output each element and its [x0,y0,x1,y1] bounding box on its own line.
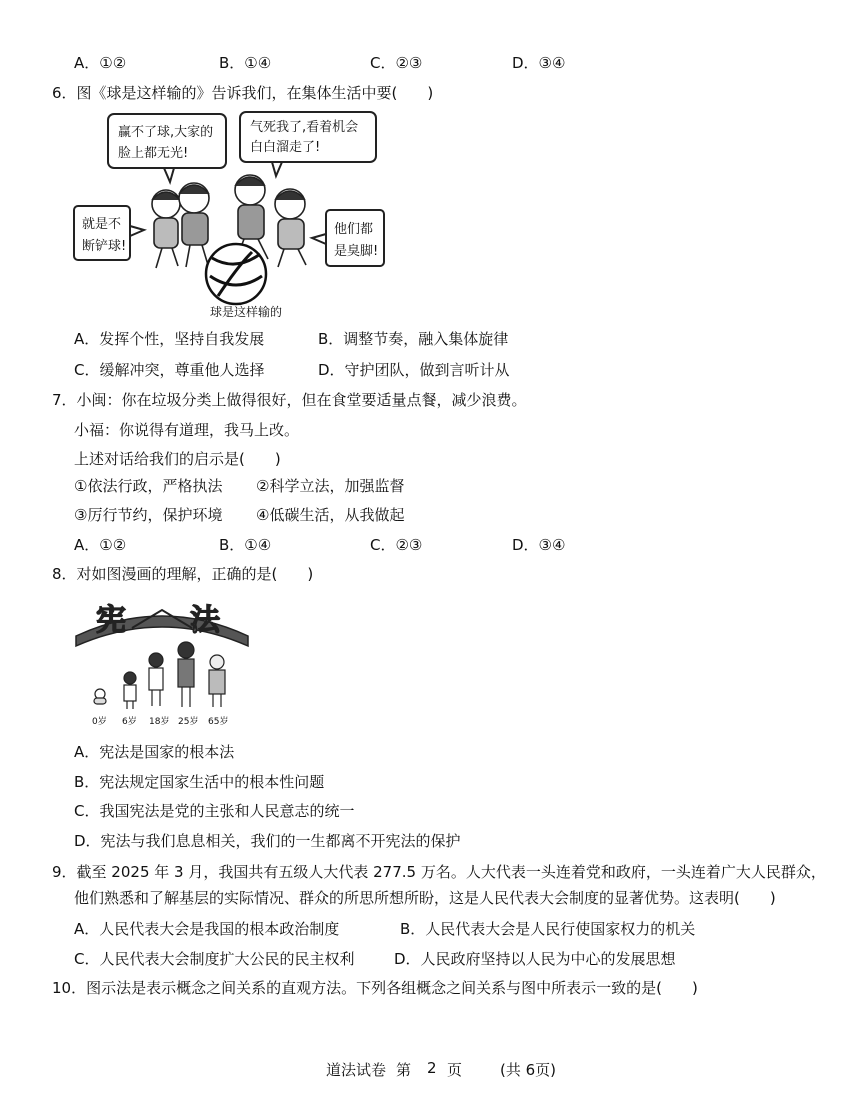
q5-option-d: D．③④ [512,54,566,72]
q6-option-b: B．调整节奏，融入集体旋律 [318,330,509,348]
q8-option-a: A．宪法是国家的根本法 [74,743,235,761]
bubble3-line1: 就是不 [82,217,122,232]
q7-stem: 7．小闽：你在垃圾分类上做得很好，但在食堂要适量点餐，减少浪费。 [52,391,527,409]
age-label-6: 6岁 [122,717,137,727]
q9-stem-line2: 他们熟悉和了解基层的实际情况、群众的所思所想所盼，这是人民代表大会制度的显著优势。这表明( ) [74,889,776,907]
roof-title-left: 宪 [96,603,126,638]
age-label-65: 65岁 [208,717,229,727]
age-figures [94,642,225,709]
q7-dialog-line2: 小福：你说得有道理，我马上改。 [74,421,300,439]
footer-subject: 道法试卷 [326,1061,387,1079]
q7-option-b: B．①④ [219,536,272,554]
q7-question: 上述对话给我们的启示是( ) [74,450,281,468]
bubble4-line2: 是臭脚! [334,244,379,259]
q9-option-d: D．人民政府坚持以人民为中心的发展思想 [394,950,676,968]
q6-stem: 6．图《球是这样输的》告诉我们，在集体生活中要( ) [52,84,434,102]
footer-total-pages: (共 6页) [500,1061,557,1079]
speech-bubble-2-tail [272,162,282,176]
age-label-25: 25岁 [178,717,199,727]
q8-option-d: D．宪法与我们息息相关，我们的一生都离不开宪法的保护 [74,832,461,850]
q7-item-3: ③厉行节约，保护环境 [74,506,223,524]
q8-cartoon-svg [72,590,252,730]
q10-stem: 10．图示法是表示概念之间关系的直观方法。下列各组概念之间关系与图中所表示一致的是( ) [52,979,698,997]
q7-option-c: C．②③ [370,536,423,554]
speech-bubble-4-tail [312,234,326,244]
q9-option-c: C．人民代表大会制度扩大公民的民主权利 [74,950,355,968]
soccer-ball [206,244,266,304]
bubble1-line1: 赢不了球,大家的 [118,125,214,140]
bubble3-line2: 断铲球! [82,239,127,254]
q6-cartoon [72,108,397,320]
q7-option-a: A．①② [74,536,127,554]
speech-bubble-3-tail [130,226,144,236]
age-label-0: 0岁 [92,717,107,727]
q9-option-a: A．人民代表大会是我国的根本政治制度 [74,920,340,938]
age-label-18: 18岁 [149,717,170,727]
footer-page-number: 2 [427,1059,437,1077]
q8-cartoon [72,590,252,730]
q6-option-a: A．发挥个性，坚持自我发展 [74,330,265,348]
q8-stem: 8．对如图漫画的理解，正确的是( ) [52,565,314,583]
roof-title-right: 法 [190,603,220,638]
q8-option-c: C．我国宪法是党的主张和人民意志的统一 [74,802,355,820]
q9-option-b: B．人民代表大会是人民行使国家权力的机关 [400,920,696,938]
q8-option-b: B．宪法规定国家生活中的根本性问题 [74,773,325,791]
q5-option-c: C．②③ [370,54,423,72]
q6-cartoon-svg [72,108,397,320]
bubble1-line2: 脸上都无光! [118,146,189,161]
footer-di: 第 [396,1061,412,1079]
q6-option-c: C．缓解冲突，尊重他人选择 [74,361,265,379]
q7-item-1: ①依法行政，严格执法 [74,477,223,495]
q5-option-b: B．①④ [219,54,272,72]
q7-item-2: ②科学立法，加强监督 [256,477,405,495]
footer-ye: 页 [447,1061,463,1079]
q5-option-a: A．①② [74,54,127,72]
cartoon-caption: 球是这样输的 [210,305,283,319]
q7-option-d: D．③④ [512,536,566,554]
bubble4-line1: 他们都 [334,222,374,237]
q6-option-d: D．守护团队，做到言听计从 [318,361,510,379]
speech-bubble-1-tail [164,168,174,182]
bubble2-line1: 气死我了,看着机会 [250,120,359,135]
q9-stem: 9．截至 2025 年 3 月，我国共有五级人大代表 277.5 万名。人大代表一头连着党和政府，一头连着广大人民群众， [52,863,826,881]
q7-item-4: ④低碳生活，从我做起 [256,506,405,524]
bubble2-line2: 白白溜走了! [250,140,321,155]
